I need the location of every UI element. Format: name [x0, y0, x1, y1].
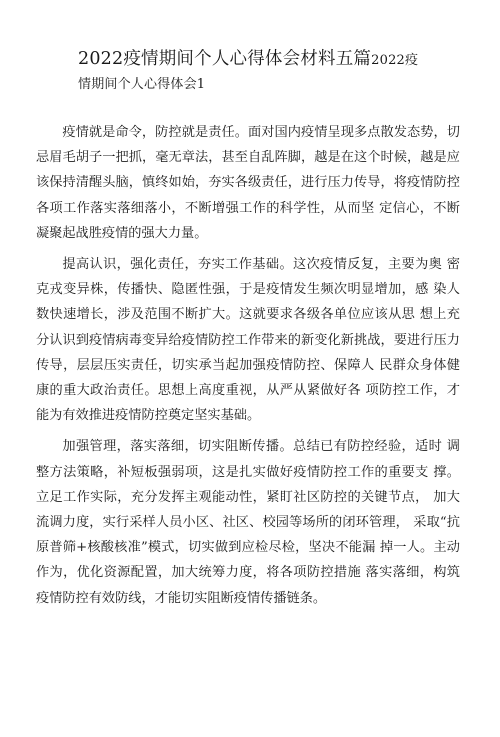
paragraph: 加强管理，落实落细，切实阻断传播。总结已有防控经验，适时 调整方法策略，补短板强弱项，这是扎实做好疫情防控工作的重要支 撑。立足工作实际，充分发挥主观能动性，紧盯社区防控的关键节点， 加大流调力度，实行采样人员小区、社区、校园等场所的闭环管理， 采取“抗原普筛+核酸核准”模式，切实做到应检尽检，坚决不能漏 掉一人。主动作为，优化资源配置，加大统筹力度，将各项防控措施 落实落细，构筑疫情防控有效防线，才能切实阻断疫情传播链条。 [36, 439, 460, 606]
paragraph: 疫情就是命令，防控就是责任。面对国内疫情呈现多点散发态势，切忌眉毛胡子一把抓，毫无章法，甚至自乱阵脚，越是在这个时候，越是应该保持清醒头脑，慎终如始，夯实各级责任，进行压力传导，将疫情防控各项工作落实落细落小，不断增强工作的科学性，从而坚 定信心，不断凝聚起战胜疫情的强大力量。 [36, 125, 460, 241]
title-tail: 2022疫 [371, 53, 419, 68]
title-line2: 情期间个人心得体会1 [78, 77, 206, 92]
document-title [78, 46, 458, 98]
paragraph: 提高认识，强化责任，夯实工作基础。这次疫情反复，主要为奥 密克戎变异株，传播快、隐匿性强，于是疫情发生频次明显增加，感 染人数快速增长，涉及范围不断扩大。这就要求各级各单位应该从思 想上充分认识到疫情病毒变异给疫情防控工作带来的新变化新挑战，要进行压力传导，层层压实责任，切实承当起加强疫情防控、保障人 民群众身体健康的重大政治责任。思想上高度重视，从严从紧做好各 项防控工作，才能为有效推进疫情防控奠定坚实基础。 [36, 257, 460, 424]
title-main: 2022疫情期间个人心得体会材料五篇 [78, 49, 372, 69]
document-body [36, 120, 460, 617]
